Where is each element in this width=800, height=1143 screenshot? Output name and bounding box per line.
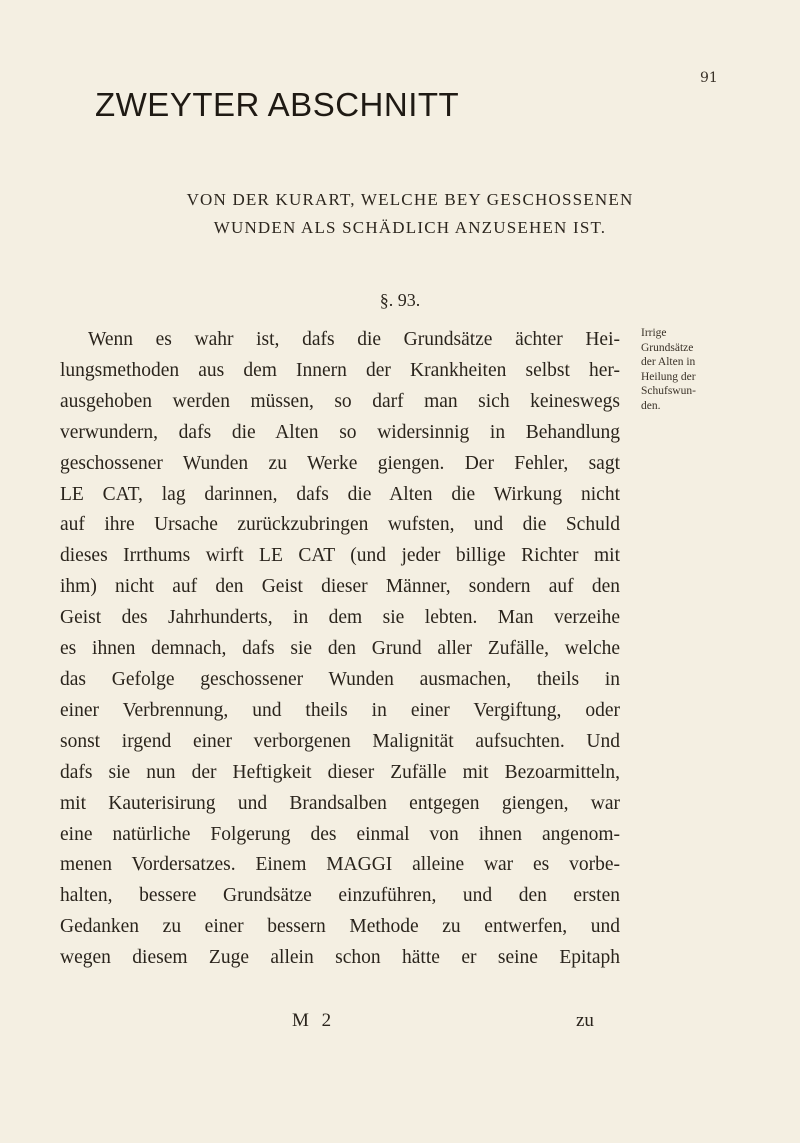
text-line: Gedanken zu einer bessern Methode zu entwerfen, und [60, 916, 620, 938]
text-line: das Gefolge geschossener Wunden ausmachen, theils in [60, 668, 620, 690]
text-line: LE CAT, lag darinnen, dafs die Alten die Wirkung nicht [60, 483, 620, 505]
subtitle-line: WUNDEN ALS SCHÄDLICH ANZUSEHEN IST. [213, 218, 607, 237]
text-line: es ihnen demnach, dafs sie den Grund aller Zufälle, welche [60, 638, 620, 660]
margin-note-line: Schufswun- [641, 385, 696, 397]
margin-note-line: den. [641, 399, 661, 412]
text-line: menen Vordersatzes. Einem MAGGI alleine war es vorbe- [60, 854, 620, 876]
signature-mark: M 2 [292, 1010, 336, 1031]
chapter-subtitle [110, 186, 710, 242]
text-line: lungsmethoden aus dem Innern der Krankheiten selbst her- [60, 359, 620, 381]
text-line: einer Verbrennung, und theils in einer Vergiftung, oder [60, 699, 620, 721]
subtitle-line: VON DER KURART, WELCHE BEY GESCHOSSENEN [186, 190, 634, 209]
margin-note [641, 326, 741, 413]
margin-note-line: der Alten in [641, 356, 696, 368]
text-line: dieses Irrthums wirft LE CAT (und jeder billige Richter mit [60, 545, 620, 567]
text-line: Geist des Jahrhunderts, in dem sie lebten. Man verzeihe [60, 607, 620, 629]
chapter-title: ZWEYTER ABSCHNITT [95, 86, 460, 123]
catchword: zu [576, 1010, 594, 1031]
text-line: wegen diesem Zuge allein schon hätte er seine Epitaph [60, 947, 620, 969]
margin-note-line: Heilung der [641, 370, 696, 383]
text-line: Wenn es wahr ist, dafs die Grundsätze ächter Hei- [88, 329, 620, 350]
text-line: geschossener Wunden zu Werke giengen. Der Fehler, sagt [60, 452, 620, 474]
text-line: eine natürliche Folgerung des einmal von ihnen angenom- [60, 823, 620, 845]
text-line: dafs sie nun der Heftigkeit dieser Zufälle mit Bezoarmitteln, [60, 761, 620, 783]
page-number: 91 [700, 70, 718, 86]
text-line: auf ihre Ursache zurückzubringen wufsten, und die Schuld [60, 514, 620, 536]
text-line: mit Kauterisirung und Brandsalben entgegen giengen, war [60, 792, 620, 814]
margin-note-line: Irrige [641, 327, 667, 339]
text-line: sonst irgend einer verborgenen Malignität aufsuchten. Und [60, 730, 620, 752]
section-heading: §. 93. [379, 290, 421, 310]
text-line: halten, bessere Grundsätze einzuführen, und den ersten [60, 885, 620, 907]
text-line: ihm) nicht auf den Geist dieser Männer, sondern auf den [60, 576, 620, 598]
body-paragraph [60, 325, 620, 974]
text-line: verwundern, dafs die Alten so widersinnig in Behandlung [60, 421, 620, 443]
text-line: ausgehoben werden müssen, so darf man sich keineswegs [60, 390, 620, 412]
margin-note-line: Grundsätze [641, 341, 694, 354]
